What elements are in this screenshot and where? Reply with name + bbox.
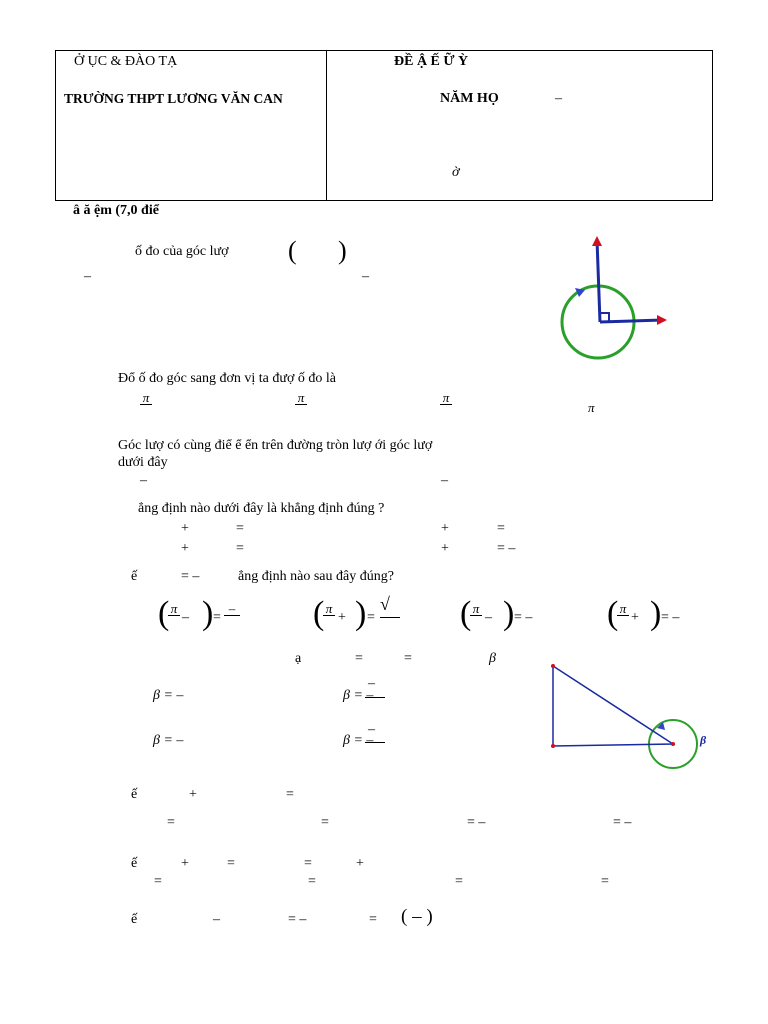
q7-eq: = [286, 787, 294, 802]
q5-c-pi: π [472, 601, 480, 616]
q6-char: ạ [295, 651, 302, 666]
header-exam-title: ĐỀ Ậ Ế Ữ Ỳ [394, 54, 469, 69]
figure-triangle-shape [553, 666, 673, 746]
q5-b-sqrt: √ [380, 594, 390, 614]
q1-paren-open: ( [288, 236, 297, 265]
q5-a-minus: – [182, 610, 189, 625]
q8-option-a: = [154, 874, 162, 889]
header-table [55, 50, 713, 201]
q5-a-pi: π [170, 601, 178, 616]
q8-option-b: = [308, 874, 316, 889]
q5-d-frac [617, 602, 629, 616]
q5-c-rp: ) [503, 595, 515, 632]
q8-eq-2: = [304, 856, 312, 871]
q8-eq-1: = [227, 856, 235, 871]
header-dept: Ở ỤC & ĐÀO TẠ [74, 54, 178, 69]
q1-text: ố đo của góc lượ [135, 244, 229, 259]
q3-text: Góc lượ có cùng điể ể ển trên đường tròn lượ ới góc lượ [118, 438, 433, 453]
q4-text: ẳng định nào dưới đây là khẳng định đúng ? [138, 501, 385, 516]
header-school: TRƯỜNG THPT LƯƠNG VĂN CAN [64, 91, 283, 106]
q4-d-eq-neg: = – [497, 541, 516, 556]
q3-option-c: – [441, 473, 448, 488]
q3-text-line2: dưới đây [118, 455, 168, 470]
header-divider [326, 51, 327, 200]
q5-b-rp: ) [355, 595, 367, 632]
q8-plus-1: + [181, 856, 189, 871]
q4-b-plus: + [441, 521, 449, 536]
q2-option-a-pi: π [142, 390, 150, 405]
q4-c-plus: + [181, 541, 189, 556]
q7-option-d: = – [613, 815, 632, 830]
figure-triangle-vertex-bottom [551, 744, 555, 748]
figure-beta-label: β [700, 733, 707, 747]
q7-option-a: = [167, 815, 175, 830]
q3-option-a: – [140, 473, 147, 488]
q5-a-lp: ( [158, 595, 170, 632]
q5-a-rhs-frac [224, 602, 240, 616]
q2-option-c-frac [440, 391, 452, 405]
q5-a-rhs-minus: – [228, 601, 236, 616]
q4-b-eq: = [497, 521, 505, 536]
q5-a-eq: = [213, 610, 221, 625]
q5-text: ẳng định nào sau đây đúng? [238, 569, 394, 584]
q5-c-frac [470, 602, 482, 616]
q6-option-d-num: – [368, 722, 375, 737]
q7-start: ế [131, 787, 138, 802]
header-time: ờ [452, 165, 460, 180]
q1-option-a: – [84, 269, 91, 284]
figure-angle-diagram [555, 230, 675, 365]
q2-text: Đổ ố đo góc sang đơn vị ta đượ ố đo là [118, 371, 336, 386]
q5-b-lp: ( [313, 595, 325, 632]
q4-d-plus: + [441, 541, 449, 556]
q2-option-b-frac [295, 391, 307, 405]
q5-a-rp: ) [202, 595, 214, 632]
q4-c-eq: = [236, 541, 244, 556]
q8-option-c: = [455, 874, 463, 889]
figure-triangle-vertex-top [551, 664, 555, 668]
q5-eq: = – [181, 569, 200, 584]
q6-option-d-bar [365, 742, 385, 743]
q5-d-pi: π [619, 601, 627, 616]
q2-option-a-frac [140, 391, 152, 405]
q9-minus: – [213, 912, 220, 927]
figure-angle-arrow-right [657, 315, 667, 325]
q5-d-eq-neg: = – [661, 610, 680, 625]
q6-option-b-bar [365, 697, 385, 698]
header-school-year: NĂM HỌ [440, 91, 499, 106]
q6-option-b-num: – [368, 676, 375, 691]
figure-angle-vertical-ray [597, 240, 600, 322]
q5-b-frac-bar [380, 617, 400, 618]
header-year-dash: – [555, 91, 562, 106]
q7-plus: + [189, 787, 197, 802]
q5-c-lp: ( [460, 595, 472, 632]
figure-triangle-diagram [545, 658, 715, 773]
q1-paren-close: ) [338, 236, 347, 265]
q8-start: ế [131, 856, 138, 871]
q2-option-c-pi: π [442, 390, 450, 405]
q8-option-d: = [601, 874, 609, 889]
q5-b-eq: = [367, 610, 375, 625]
q6-option-d: β = – [343, 733, 374, 748]
q1-option-b: – [362, 269, 369, 284]
q5-a-frac [168, 602, 180, 616]
q5-d-rp: ) [650, 595, 662, 632]
q6-beta: β [489, 651, 496, 666]
q5-c-minus: – [485, 610, 492, 625]
q5-b-frac [323, 602, 335, 616]
section-title: â ă ệm (7,0 điể [73, 203, 159, 218]
q5-d-lp: ( [607, 595, 619, 632]
q2-option-d-pi: π [588, 400, 595, 415]
figure-angle-arrow-up [592, 236, 602, 246]
q5-b-plus: + [338, 610, 346, 625]
q6-option-c: β = – [153, 733, 184, 748]
q5-b-pi: π [325, 601, 333, 616]
q4-a-plus: + [181, 521, 189, 536]
q6-option-a: β = – [153, 688, 184, 703]
q2-option-b-pi: π [297, 390, 305, 405]
q6-option-b: β = – [343, 688, 374, 703]
q4-a-eq: = [236, 521, 244, 536]
q9-paren: ( – ) [401, 906, 433, 927]
figure-triangle-vertex-right [671, 742, 675, 746]
q5-start: ế [131, 569, 138, 584]
q7-option-b: = [321, 815, 329, 830]
q6-eq-1: = [355, 651, 363, 666]
q8-plus-2: + [356, 856, 364, 871]
q5-d-plus: + [631, 610, 639, 625]
q6-eq-2: = [404, 651, 412, 666]
q9-start: ế [131, 912, 138, 927]
q5-c-eq-neg: = – [514, 610, 533, 625]
q9-eq: = [369, 912, 377, 927]
q7-option-c: = – [467, 815, 486, 830]
q9-eq-neg: = – [288, 912, 307, 927]
